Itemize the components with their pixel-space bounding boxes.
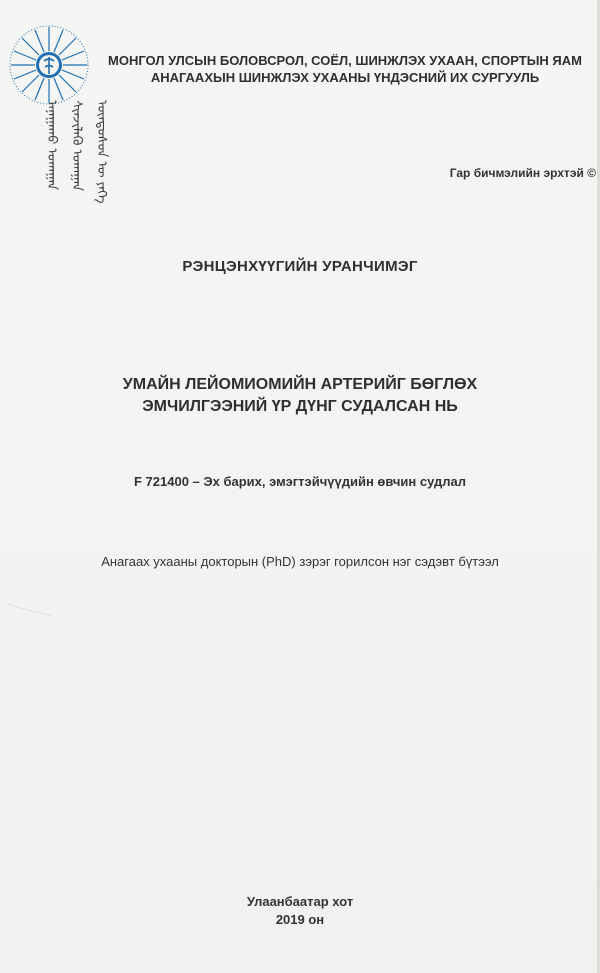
thesis-title xyxy=(0,374,600,418)
pen-smudge-mark xyxy=(6,600,56,620)
university-name: АНАГААХЫН ШИНЖЛЭХ УХААНЫ ҮНДЭСНИЙ ИХ СУРГУУЛЬ xyxy=(150,70,540,85)
thesis-title-line-1: УМАЙН ЛЕЙОМИОМИЙН АРТЕРИЙГ БӨГЛӨХ xyxy=(122,376,478,393)
university-emblem-icon xyxy=(8,24,90,106)
institution-header xyxy=(92,52,598,86)
author-name: РЭНЦЭНХҮҮГИЙН УРАНЧИМЭГ xyxy=(182,258,418,275)
copyright-notice: Гар бичмэлийн эрхтэй © xyxy=(449,166,596,180)
mongolian-script-text: ᠠᠨᠠᠭᠠᠬᠤ ᠤᠬᠠᠭᠠᠨ ᠰᠢᠨᠵᠢᠯᠡᠬᠦ ᠤᠬᠠᠭᠠᠨ ᠦᠨᠳᠦᠰᠦᠨ ᠦ ᠶᠡᠬᠡ xyxy=(44,100,109,204)
thesis-title-line-2: ЭМЧИЛГЭЭНИЙ ҮР ДҮНГ СУДАЛСАН НЬ xyxy=(142,398,458,415)
specialty-code: F 721400 – Эх барих, эмэгтэйчүүдийн өвчин судлал xyxy=(134,474,466,489)
place-and-year xyxy=(0,893,600,929)
degree-statement: Анагаах ухааны докторын (PhD) зэрэг горилсон нэг сэдэвт бүтээл xyxy=(101,554,499,569)
ministry-name: МОНГОЛ УЛСЫН БОЛОВСРОЛ, СОЁЛ, ШИНЖЛЭХ УХААН, СПОРТЫН ЯАМ xyxy=(108,53,582,68)
year: 2019 он xyxy=(275,912,325,927)
city-name: Улаанбаатар хот xyxy=(246,894,354,909)
